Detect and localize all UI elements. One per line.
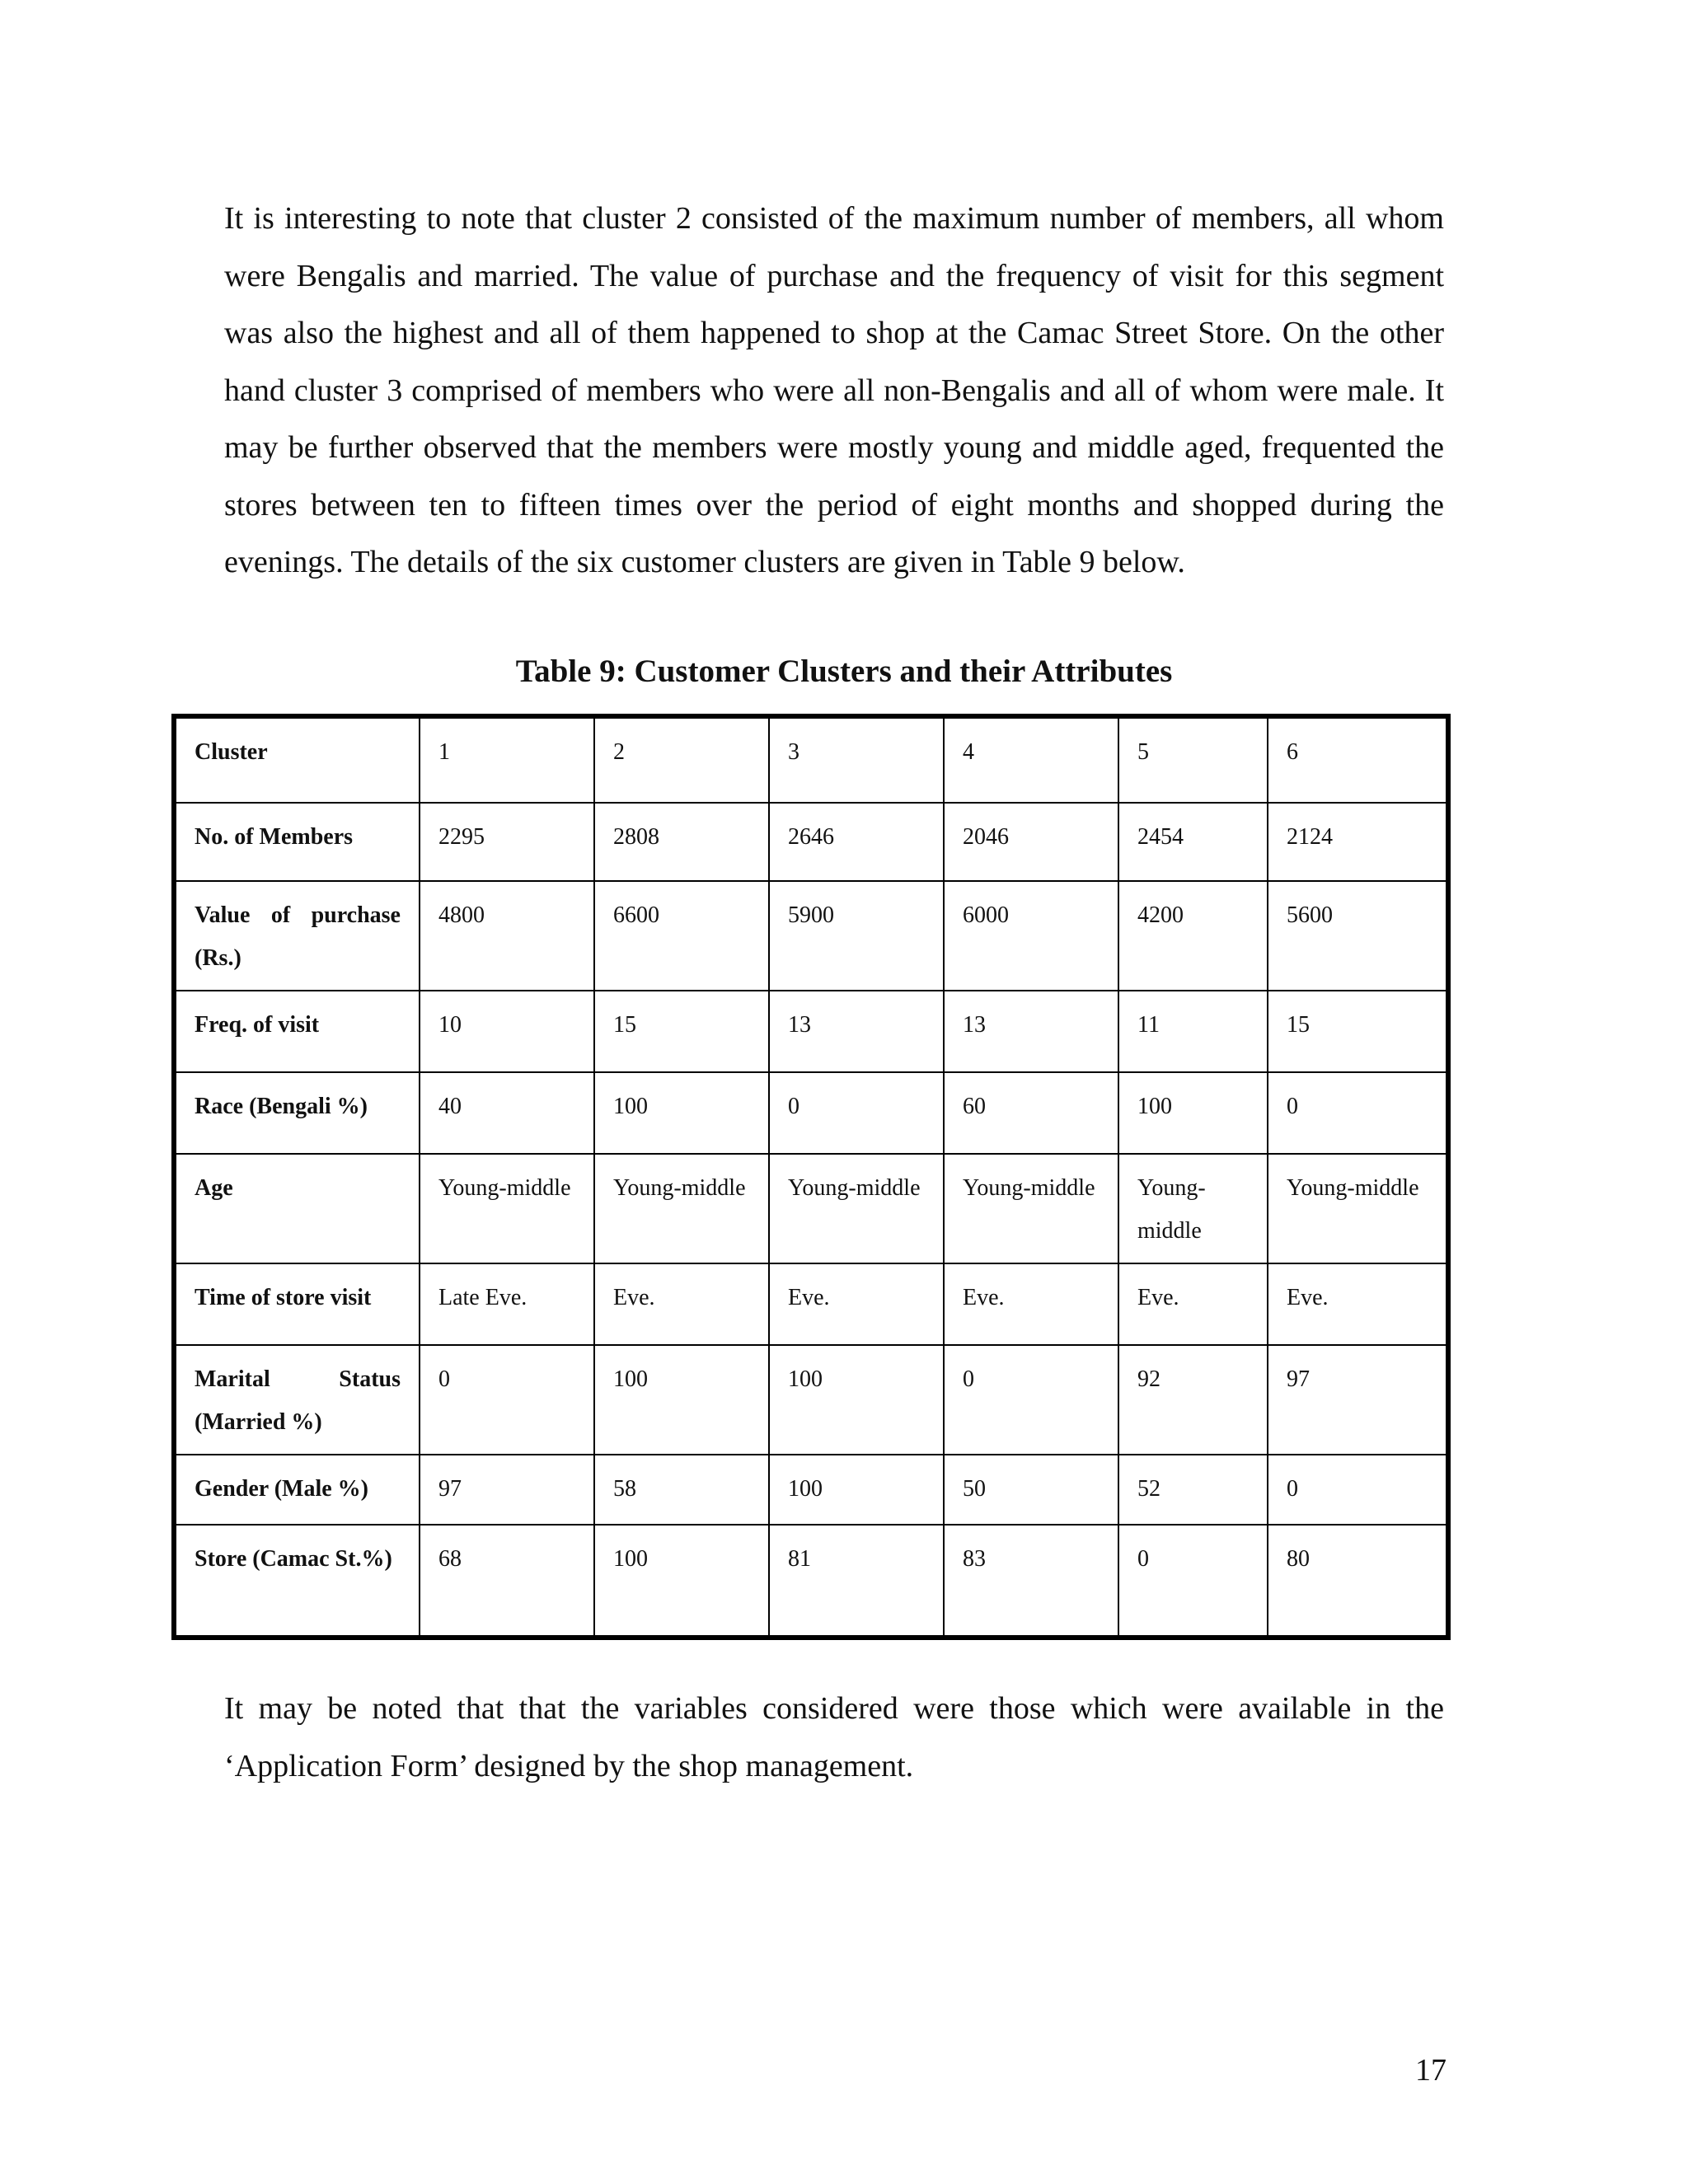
table-cell: 97 xyxy=(1268,1345,1448,1455)
customer-clusters-table xyxy=(171,714,1451,1640)
table-caption: Table 9: Customer Clusters and their Attributes xyxy=(515,654,1173,689)
table-row xyxy=(174,1525,1448,1638)
table-cell: 2046 xyxy=(944,803,1118,881)
table-cell: 4800 xyxy=(420,881,594,991)
table-cell: 0 xyxy=(420,1345,594,1455)
table-cell: 0 xyxy=(769,1072,944,1154)
table-cell: 2295 xyxy=(420,803,594,881)
table-header-row xyxy=(174,716,1448,803)
header-cell: 4 xyxy=(944,716,1118,803)
table-cell: Eve. xyxy=(1268,1263,1448,1345)
header-cell: 3 xyxy=(769,716,944,803)
table-cell: 0 xyxy=(1118,1525,1268,1638)
table-cell: Eve. xyxy=(594,1263,769,1345)
table-cell: Eve. xyxy=(944,1263,1118,1345)
table-cell: 2646 xyxy=(769,803,944,881)
row-label: Time of store visit xyxy=(174,1263,420,1345)
table-cell: 81 xyxy=(769,1525,944,1638)
table-cell: 52 xyxy=(1118,1455,1268,1525)
table-cell: 13 xyxy=(769,991,944,1072)
table-cell: 5900 xyxy=(769,881,944,991)
table-cell: Eve. xyxy=(1118,1263,1268,1345)
table-row xyxy=(174,1455,1448,1525)
table-cell: 100 xyxy=(594,1072,769,1154)
table-cell: 2124 xyxy=(1268,803,1448,881)
header-cell: 6 xyxy=(1268,716,1448,803)
table-cell: 80 xyxy=(1268,1525,1448,1638)
table-row xyxy=(174,881,1448,991)
table-row xyxy=(174,803,1448,881)
table-cell: 11 xyxy=(1118,991,1268,1072)
table-cell: Young-middle xyxy=(1268,1154,1448,1263)
table-cell: 100 xyxy=(594,1525,769,1638)
header-cell: 1 xyxy=(420,716,594,803)
page-number: 17 xyxy=(1415,2053,1447,2088)
table-cell: Young-middle xyxy=(594,1154,769,1263)
table-cell: 100 xyxy=(769,1345,944,1455)
table-row xyxy=(174,991,1448,1072)
table-row xyxy=(174,1072,1448,1154)
table-cell: 5600 xyxy=(1268,881,1448,991)
table-cell: 68 xyxy=(420,1525,594,1638)
table-cell: 60 xyxy=(944,1072,1118,1154)
table-cell: 100 xyxy=(769,1455,944,1525)
intro-paragraph: It is interesting to note that cluster 2 consisted of the maximum number of members, all whom were Bengalis and married. The value of purchase and the frequency of visit for this segment was also the highest and all of them happened to shop at the Camac Street Store. On the other hand cluster 3 comprised of members who were all non-Bengalis and all of whom were male. It may be further observed that the members were mostly young and middle aged, frequented the stores between ten to fifteen times over the period of eight months and shopped during the evenings. The details of the six customer clusters are given in Table 9 below. xyxy=(224,201,1444,579)
table-cell: Young-middle xyxy=(1118,1154,1268,1263)
table-cell: 2454 xyxy=(1118,803,1268,881)
table-cell: 92 xyxy=(1118,1345,1268,1455)
table-cell: 6600 xyxy=(594,881,769,991)
header-cell: 2 xyxy=(594,716,769,803)
row-label: No. of Members xyxy=(174,803,420,881)
table-cell: Young-middle xyxy=(944,1154,1118,1263)
table-cell: 50 xyxy=(944,1455,1118,1525)
row-label: Race (Bengali %) xyxy=(174,1072,420,1154)
table-row xyxy=(174,1154,1448,1263)
table-cell: 40 xyxy=(420,1072,594,1154)
header-cell: 5 xyxy=(1118,716,1268,803)
row-label: Age xyxy=(174,1154,420,1263)
table-cell: 15 xyxy=(1268,991,1448,1072)
table-cell: 13 xyxy=(944,991,1118,1072)
table-cell: Young-middle xyxy=(420,1154,594,1263)
table-cell: 0 xyxy=(1268,1072,1448,1154)
table-cell: 0 xyxy=(944,1345,1118,1455)
table-cell: Eve. xyxy=(769,1263,944,1345)
row-label: Gender (Male %) xyxy=(174,1455,420,1525)
row-label: Value of purchase (Rs.) xyxy=(174,881,420,991)
table-cell: 83 xyxy=(944,1525,1118,1638)
table-cell: 10 xyxy=(420,991,594,1072)
table-cell: 58 xyxy=(594,1455,769,1525)
table-cell: Late Eve. xyxy=(420,1263,594,1345)
table-cell: 6000 xyxy=(944,881,1118,991)
table-cell: 2808 xyxy=(594,803,769,881)
table-cell: 97 xyxy=(420,1455,594,1525)
row-label: Store (Camac St.%) xyxy=(174,1525,420,1638)
table-cell: Young-middle xyxy=(769,1154,944,1263)
table-cell: 4200 xyxy=(1118,881,1268,991)
table-row xyxy=(174,1263,1448,1345)
table-cell: 15 xyxy=(594,991,769,1072)
header-label: Cluster xyxy=(174,716,420,803)
table-row xyxy=(174,1345,1448,1455)
table-cell: 100 xyxy=(594,1345,769,1455)
closing-paragraph: It may be noted that that the variables considered were those which were available in the ‘Application Form’ designed by the shop management. xyxy=(224,1691,1444,1783)
row-label: Freq. of visit xyxy=(174,991,420,1072)
row-label: Marital Status (Married %) xyxy=(174,1345,420,1455)
table-cell: 100 xyxy=(1118,1072,1268,1154)
table-cell: 0 xyxy=(1268,1455,1448,1525)
